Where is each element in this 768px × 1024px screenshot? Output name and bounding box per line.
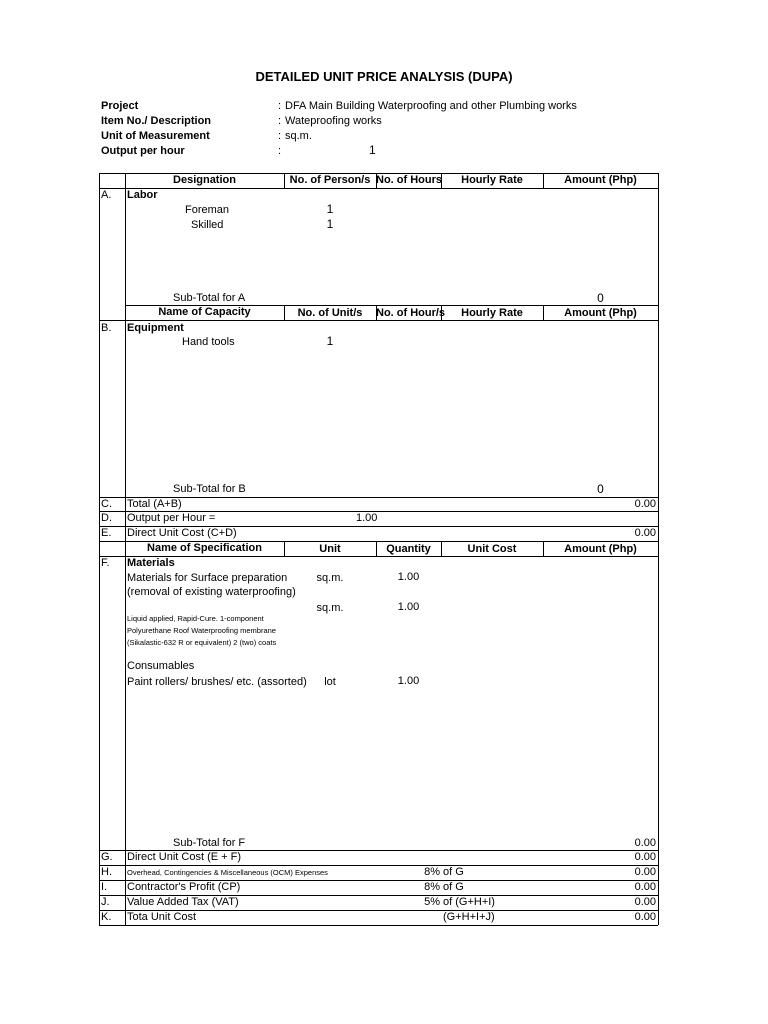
row-letter: E. [101, 527, 112, 539]
col-header-rate: Hourly Rate [461, 307, 523, 319]
col-header-unit-cost: Unit Cost [467, 543, 517, 555]
total-value: 0.00 [634, 527, 656, 539]
page-title: DETAILED UNIT PRICE ANALYSIS (DUPA) [255, 69, 513, 84]
labor-item-name: Skilled [191, 219, 224, 231]
final-label: Contractor's Profit (CP) [127, 881, 241, 893]
section-title-labor: Labor [127, 189, 158, 201]
total-label: Total (A+B) [127, 498, 182, 510]
col-header-unit: Unit [319, 543, 341, 555]
material-item-name-cont: (removal of existing waterproofing) [127, 586, 296, 598]
col-header-hours: No. of Hour/s [376, 307, 446, 319]
final-label: Direct Unit Cost (E + F) [127, 851, 241, 863]
subtotal-value: 0 [597, 482, 604, 496]
grid-line [99, 188, 658, 189]
final-basis: (G+H+I+J) [443, 911, 495, 923]
row-letter: H. [101, 866, 112, 878]
grid-line [99, 320, 125, 321]
material-item-name: Materials for Surface preparation [127, 572, 288, 584]
total-label: Direct Unit Cost (C+D) [127, 527, 237, 539]
row-letter: B. [101, 322, 112, 334]
material-item-unit: lot [324, 676, 336, 688]
final-basis: of G [443, 866, 464, 878]
col-header-persons: No. of Person/s [289, 174, 371, 186]
row-letter: I. [101, 881, 108, 893]
equipment-item-qty: 1 [326, 334, 334, 348]
final-basis: of G [443, 881, 464, 893]
final-pct: 8% [424, 866, 440, 878]
final-value: 0.00 [634, 881, 656, 893]
info-value-output: 1 [369, 143, 376, 157]
final-value: 0.00 [634, 851, 656, 863]
row-letter: C. [101, 498, 112, 510]
final-label: Value Added Tax (VAT) [127, 896, 239, 908]
grid-line [658, 173, 659, 925]
material-item-name-cont: (Sikalastic-632 R or equivalent) 2 (two) coats [127, 638, 277, 647]
grid-line [99, 173, 100, 925]
info-label-project: Project [101, 100, 139, 112]
grid-line [125, 320, 658, 321]
subtotal-value: 0.00 [634, 837, 656, 849]
col-header-amount: Amount (Php) [564, 543, 637, 555]
row-letter: J. [101, 896, 110, 908]
info-value-project: DFA Main Building Waterproofing and other Plumbing works [285, 100, 577, 112]
material-item-qty: 1.00 [397, 571, 420, 583]
col-header-rate: Hourly Rate [461, 174, 523, 186]
final-pct: 5% [424, 896, 440, 908]
total-label: Output per Hour = [127, 512, 216, 524]
labor-item-name: Foreman [185, 204, 230, 216]
labor-item-qty: 1 [326, 202, 334, 216]
output-per-hour-value: 1.00 [356, 512, 378, 524]
final-value: 0.00 [634, 911, 656, 923]
final-basis: of (G+H+I) [443, 896, 495, 908]
consumables-label: Consumables [127, 660, 195, 672]
col-header-capacity: Name of Capacity [158, 306, 251, 318]
col-header-designation: Designation [173, 174, 236, 186]
labor-item-qty: 1 [326, 217, 334, 231]
col-header-units: No. of Unit/s [297, 307, 363, 319]
final-pct: 8% [424, 881, 440, 893]
row-letter: A. [101, 189, 112, 201]
col-header-hours: No. of Hours [376, 174, 442, 186]
final-label: Tota Unit Cost [127, 911, 197, 923]
info-label-output: Output per hour [101, 145, 185, 157]
material-item-name-cont: Polyurethane Roof Waterproofing membrane [127, 626, 276, 635]
material-item-qty: 1.00 [397, 675, 420, 687]
section-title-materials: Materials [127, 557, 175, 569]
subtotal-label: Sub-Total for A [173, 292, 246, 304]
material-item-name: Paint rollers/ brushes/ etc. (assorted) [127, 676, 307, 688]
row-letter: F. [101, 557, 110, 569]
row-letter: D. [101, 512, 112, 524]
info-sep: : [278, 145, 282, 157]
grid-line [99, 925, 658, 926]
material-item-name: Liquid applied, Rapid-Cure. 1-component [127, 614, 264, 623]
col-header-amount: Amount (Php) [564, 174, 637, 186]
row-letter: G. [101, 851, 113, 863]
info-sep: : [278, 100, 282, 112]
final-value: 0.00 [634, 896, 656, 908]
info-value-item: Wateproofing works [285, 115, 382, 127]
subtotal-label: Sub-Total for B [173, 483, 246, 495]
info-value-unit: sq.m. [285, 130, 312, 142]
info-sep: : [278, 130, 282, 142]
equipment-item-name: Hand tools [182, 336, 235, 348]
subtotal-label: Sub-Total for F [173, 837, 246, 849]
final-label: Overhead, Contingencies & Miscellaneous (OCM) Expenses [127, 868, 328, 877]
grid-line [99, 556, 658, 557]
final-value: 0.00 [634, 866, 656, 878]
col-header-quantity: Quantity [386, 543, 431, 555]
section-title-equipment: Equipment [127, 322, 184, 334]
info-label-unit: Unit of Measurement [101, 130, 210, 142]
col-header-amount: Amount (Php) [564, 307, 637, 319]
row-letter: K. [101, 911, 112, 923]
info-label-item: Item No./ Description [101, 115, 212, 127]
col-header-specification: Name of Specification [147, 542, 262, 554]
subtotal-value: 0 [597, 291, 604, 305]
total-value: 0.00 [634, 498, 656, 510]
material-item-unit: sq.m. [316, 602, 344, 614]
material-item-qty: 1.00 [397, 601, 420, 613]
info-sep: : [278, 115, 282, 127]
material-item-unit: sq.m. [316, 572, 344, 584]
